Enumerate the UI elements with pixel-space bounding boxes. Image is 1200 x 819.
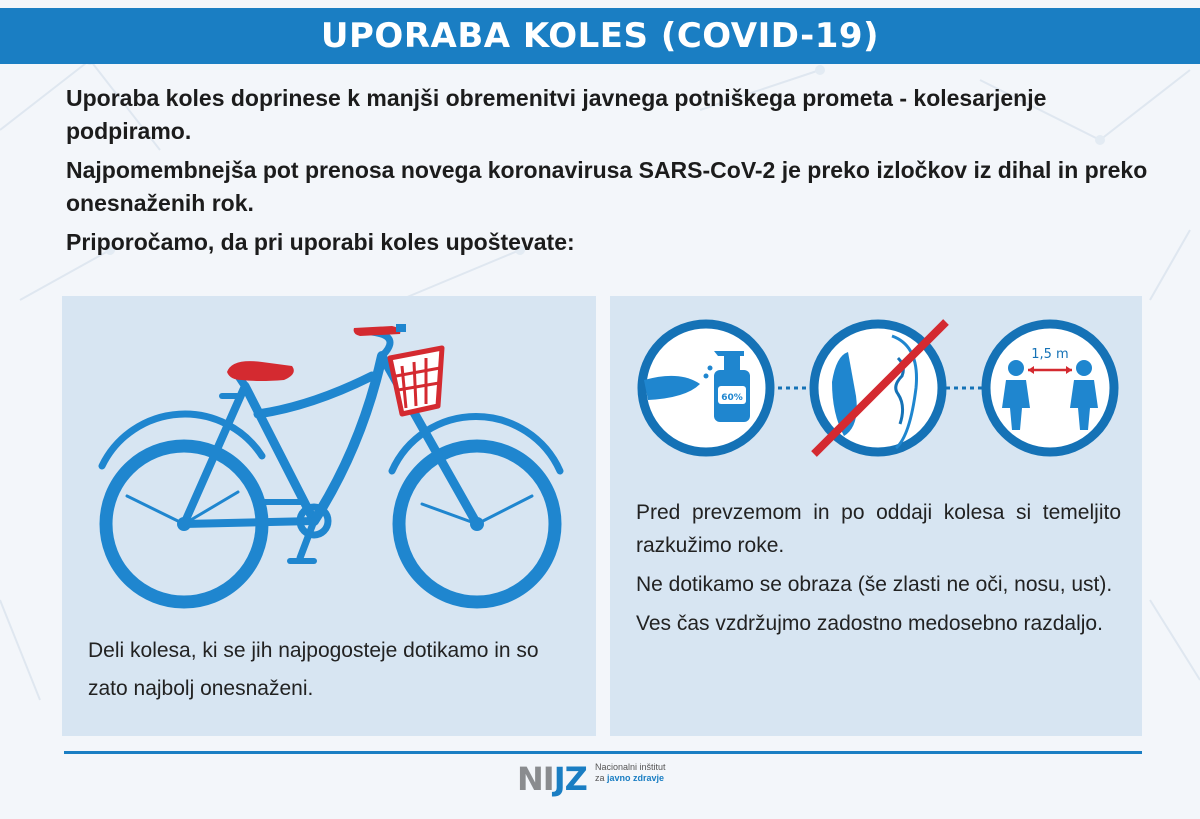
no-face-touch-icon [814, 322, 946, 454]
footer-divider [64, 751, 1142, 754]
intro-text [66, 82, 1156, 265]
bicycle-caption: Deli kolesa, ki se jih najpogosteje dotikamo in so zato najbolj onesnaženi. [88, 639, 539, 700]
hygiene-panel [610, 296, 1142, 736]
saddle-icon [227, 361, 294, 381]
intro-paragraph-3: Priporočamo, da pri uporabi koles upoštevate: [66, 229, 575, 255]
hand-sanitizer-icon [642, 324, 770, 452]
hygiene-icons [610, 296, 1142, 476]
social-distance-icon [986, 324, 1114, 452]
logo-text: Nacionalni inštitut za javno zdravje [595, 762, 666, 783]
bicycle-illustration [62, 296, 596, 626]
bicycle-panel [62, 296, 596, 736]
basket-icon [390, 348, 442, 414]
logo-mark: NIJZ [517, 760, 587, 798]
recommendation-item: Ne dotikamo se obraza (še zlasti ne oči, nosu, ust). [636, 573, 1113, 596]
recommendations-list [636, 496, 1121, 646]
distance-label: 1,5 m [1031, 347, 1069, 362]
page-title: UPORABA KOLES (COVID-19) [0, 8, 1200, 64]
intro-paragraph-1: Uporaba koles doprinese k manjši obremenitvi javnega potniškega prometa - kolesarjenje podpiramo. [66, 85, 1047, 144]
intro-paragraph-2: Najpomembnejša pot prenosa novega koronavirusa SARS-CoV-2 je preko izločkov iz dihal in preko onesnaženih rok. [66, 157, 1148, 216]
recommendation-item: Ves čas vzdržujmo zadostno medosebno razdaljo. [636, 612, 1103, 635]
handlebar-icon [354, 326, 401, 336]
sanitizer-label: 60% [721, 393, 743, 403]
recommendation-item: Pred prevzemom in po oddaji kolesa si temeljito razkužimo roke. [636, 501, 1121, 557]
